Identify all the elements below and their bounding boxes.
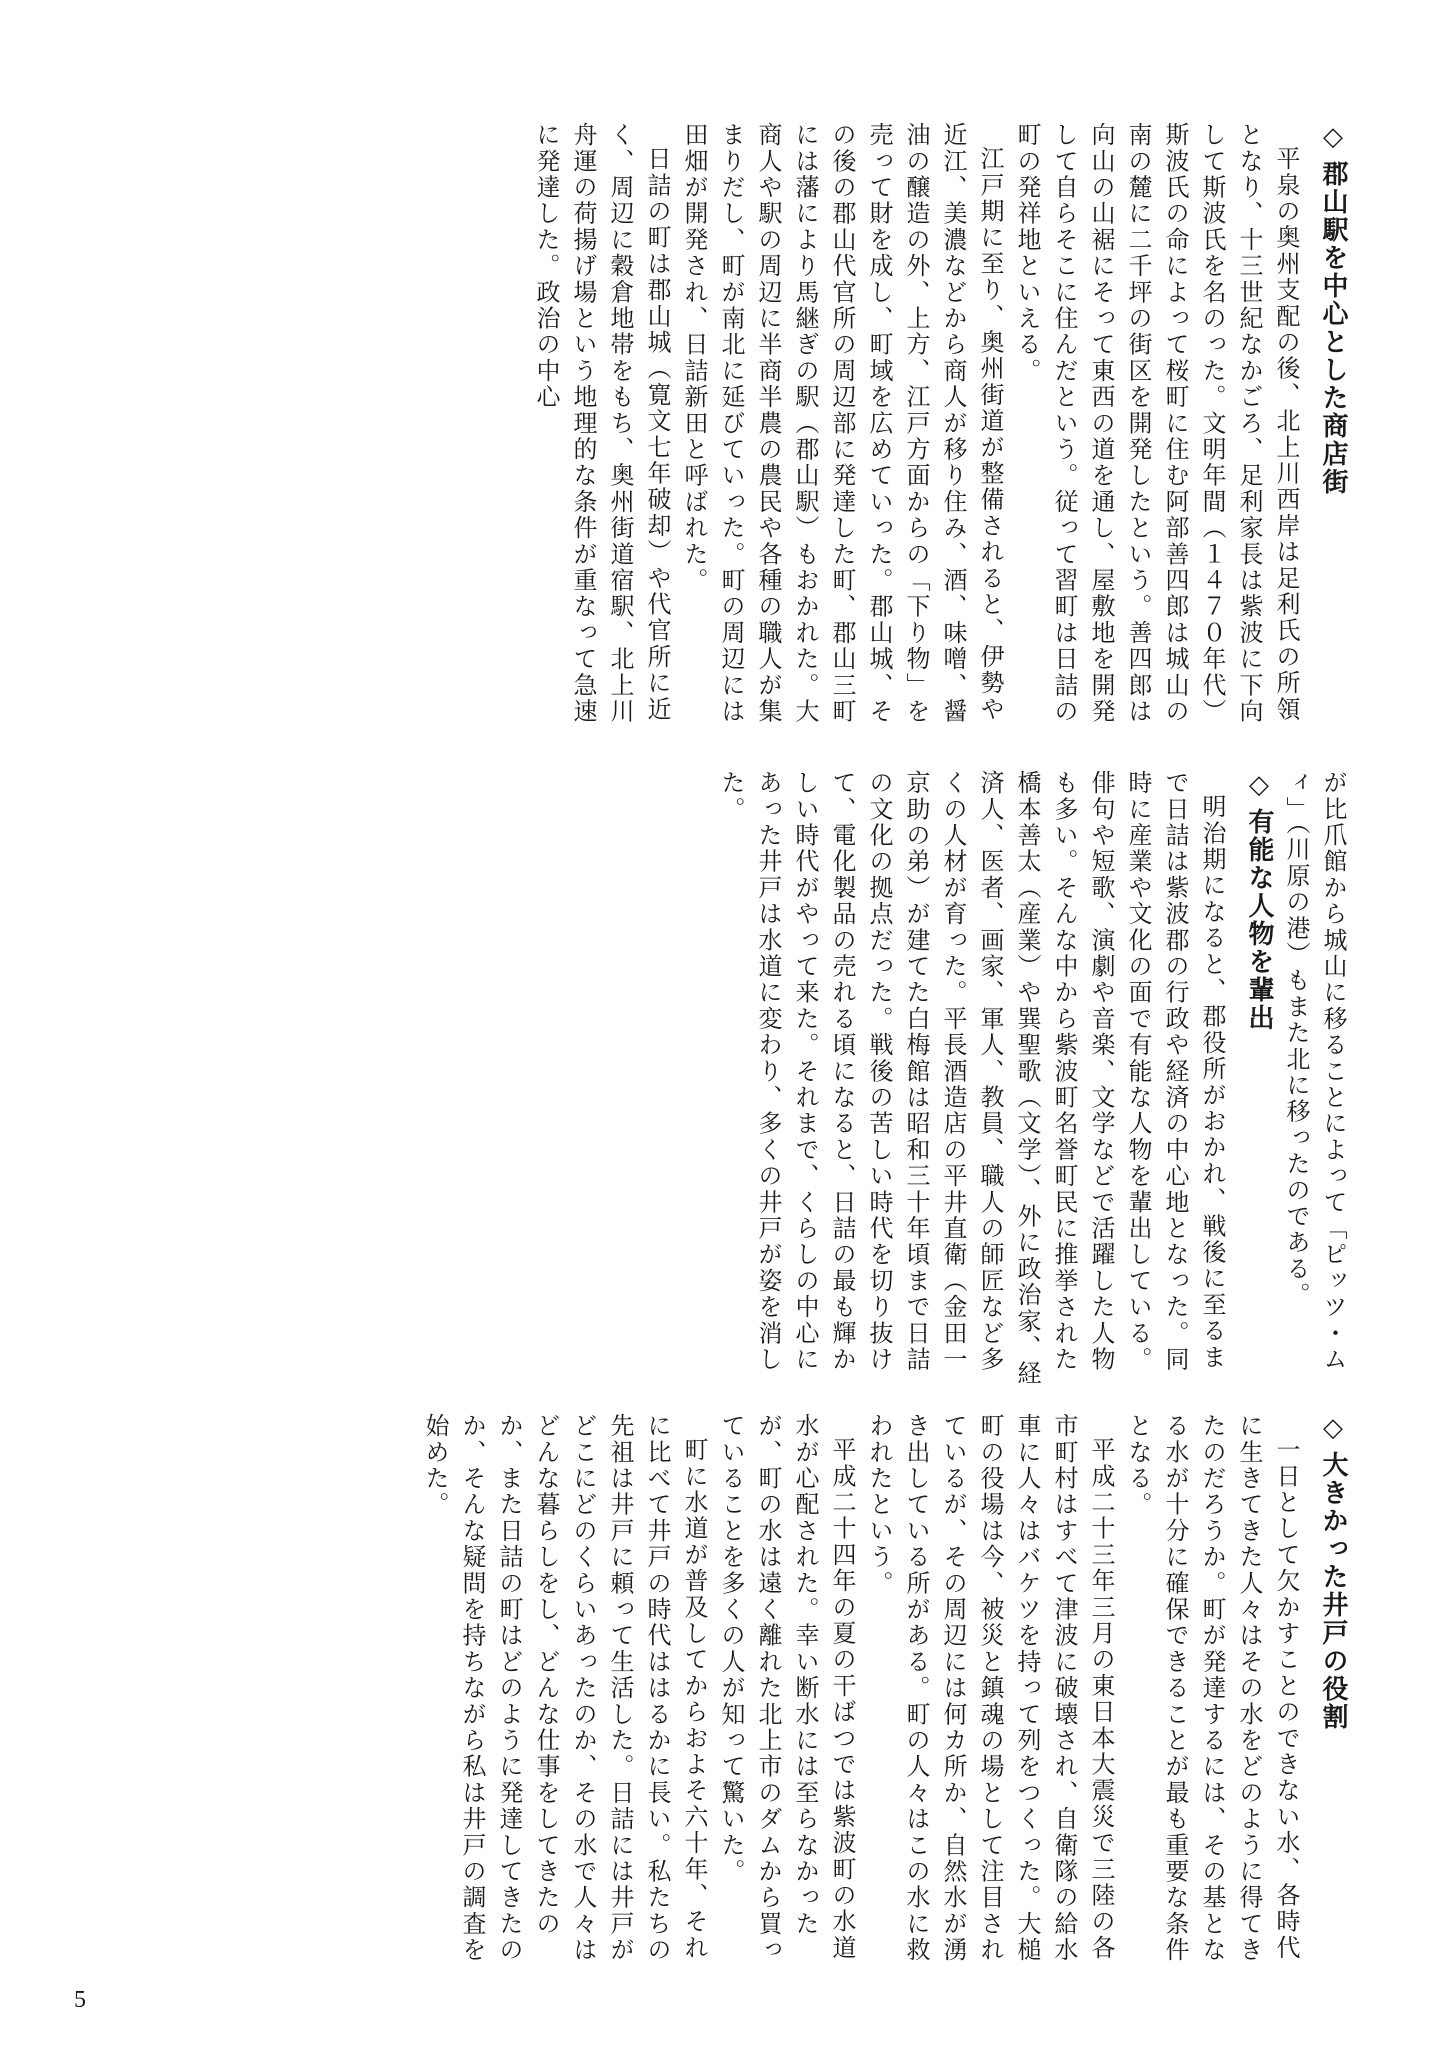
- paragraph-continuation: が比爪館から城山に移ることによって「ピッツ・ムィ」（川原の港）もまた北に移ったのである。: [1282, 770, 1347, 1373]
- section-heading-role-of-wells: [1314, 1413, 1351, 1973]
- text-tier-top: [96, 122, 1351, 742]
- diamond-marker-icon: ◇: [1318, 1413, 1348, 1445]
- text-tier-middle: [96, 770, 1351, 1390]
- paragraph: 平成二十三年三月の東日本大震災で三陸の各市町村はすべて津波に破壊され、自衛隊の給水車に人々はバケツを持って列をつくった。大槌町の役場は今、被災と鎮魂の場として注目されているが、その周辺には何カ所か、自然水が湧き出している所がある。町の人々はこの水に救われたという。: [865, 1413, 1115, 1964]
- paragraph: 平泉の奥州支配の後、北上川西岸は足利氏の所領となり、十三世紀なかごろ、足利家長は紫波に下向して斯波氏を名のった。文明年間（１４７０年代）斯波氏の命によって桜町に住む阿部善四郎は城山の南の麓に二千坪の街区を開発したという。善四郎は向山の山裾にそって東西の道を通し、屋敷地を開発して自らそこに住んだという。従って習町は日詰の町の発祥地といえる。: [1013, 122, 1300, 725]
- section-heading-shopping-district: [1314, 122, 1351, 742]
- paragraph: 町に水道が普及してからおよそ六十年、それに比べて井戸の時代ははるかに長い。私たちの先祖は井戸に頼って生活した。日詰には井戸がどこにどのくらいあったのか、その水で人々はどんな暮らしをし、どんな仕事をしてきたのか、また日詰の町はどのように発達してきたのか、そんな疑問を持ちながら私は井戸の調査を始めた。: [421, 1413, 708, 1964]
- section-heading-text: 大きかった井戸の役割: [1318, 1451, 1348, 1731]
- section-heading-talented-people: [1240, 770, 1277, 1390]
- paragraph: 明治期になると、郡役所がおかれ、戦後に至るまで日詰は紫波郡の行政や経済の中心地となった。同時に産業や文化の面で有能な人物を輩出している。俳句や短歌、演劇や音楽、文学などで活躍した人物も多い。そんな中から紫波町名誉町民に推挙された橋本善太（産業）や巽聖歌（文学）、外に政治家、経済人、医者、画家、軍人、教員、職人の師匠など多くの人材が育った。平長酒造店の平井直衛（金田一京助の弟）が建てた白梅館は昭和三十年頃まで日詰の文化の拠点だった。戦後の苦しい時代を切り抜けて、電化製品の売れる頃になると、日詰の最も輝かしい時代がやって来た。それまで、くらしの中心にあった井戸は水道に変わり、多くの井戸が姿を消した。: [717, 770, 1226, 1387]
- diamond-marker-icon: ◇: [1318, 122, 1348, 154]
- paragraph: 一日として欠かすことのできない水、各時代に生きてきた人々はその水をどのように得てきたのだろうか。町が発達するには、その基となる水が十分に確保できることが最も重要な条件となる。: [1124, 1413, 1300, 1964]
- section-heading-text: 郡山駅を中心とした商店街: [1318, 160, 1348, 496]
- page-number: 5: [74, 1987, 86, 2013]
- paragraph: 平成二十四年の夏の干ばつでは紫波町の水道水が心配された。幸い断水には至らなかったが、町の水は遠く離れた北上市のダムから買っていることを多くの人が知って驚いた。: [717, 1413, 856, 1964]
- paragraph: 日詰の町は郡山城（寛文七年破却）や代官所に近く、周辺に穀倉地帯をもち、奥州街道宿駅、北上川舟運の荷揚げ場という地理的な条件が重なって急速に発達した。政治の中心: [532, 122, 671, 725]
- section-heading-text: 有能な人物を輩出: [1244, 808, 1274, 1032]
- text-tier-bottom: [96, 1413, 1351, 1973]
- diamond-marker-icon: ◇: [1244, 770, 1274, 802]
- paragraph: 江戸期に至り、奥州街道が整備されると、伊勢や近江、美濃などから商人が移り住み、酒、味噌、醤油の醸造の外、上方、江戸方面からの「下り物」を売って財を成し、町域を広めていった。郡山城、その後の郡山代官所の周辺部に発達した町、郡山三町には藩により馬継ぎの駅（郡山駅）もおかれた。大商人や駅の周辺に半商半農の農民や各種の職人が集まりだし、町が南北に延びていった。町の周辺には田畑が開発され、日詰新田と呼ばれた。: [680, 122, 1004, 725]
